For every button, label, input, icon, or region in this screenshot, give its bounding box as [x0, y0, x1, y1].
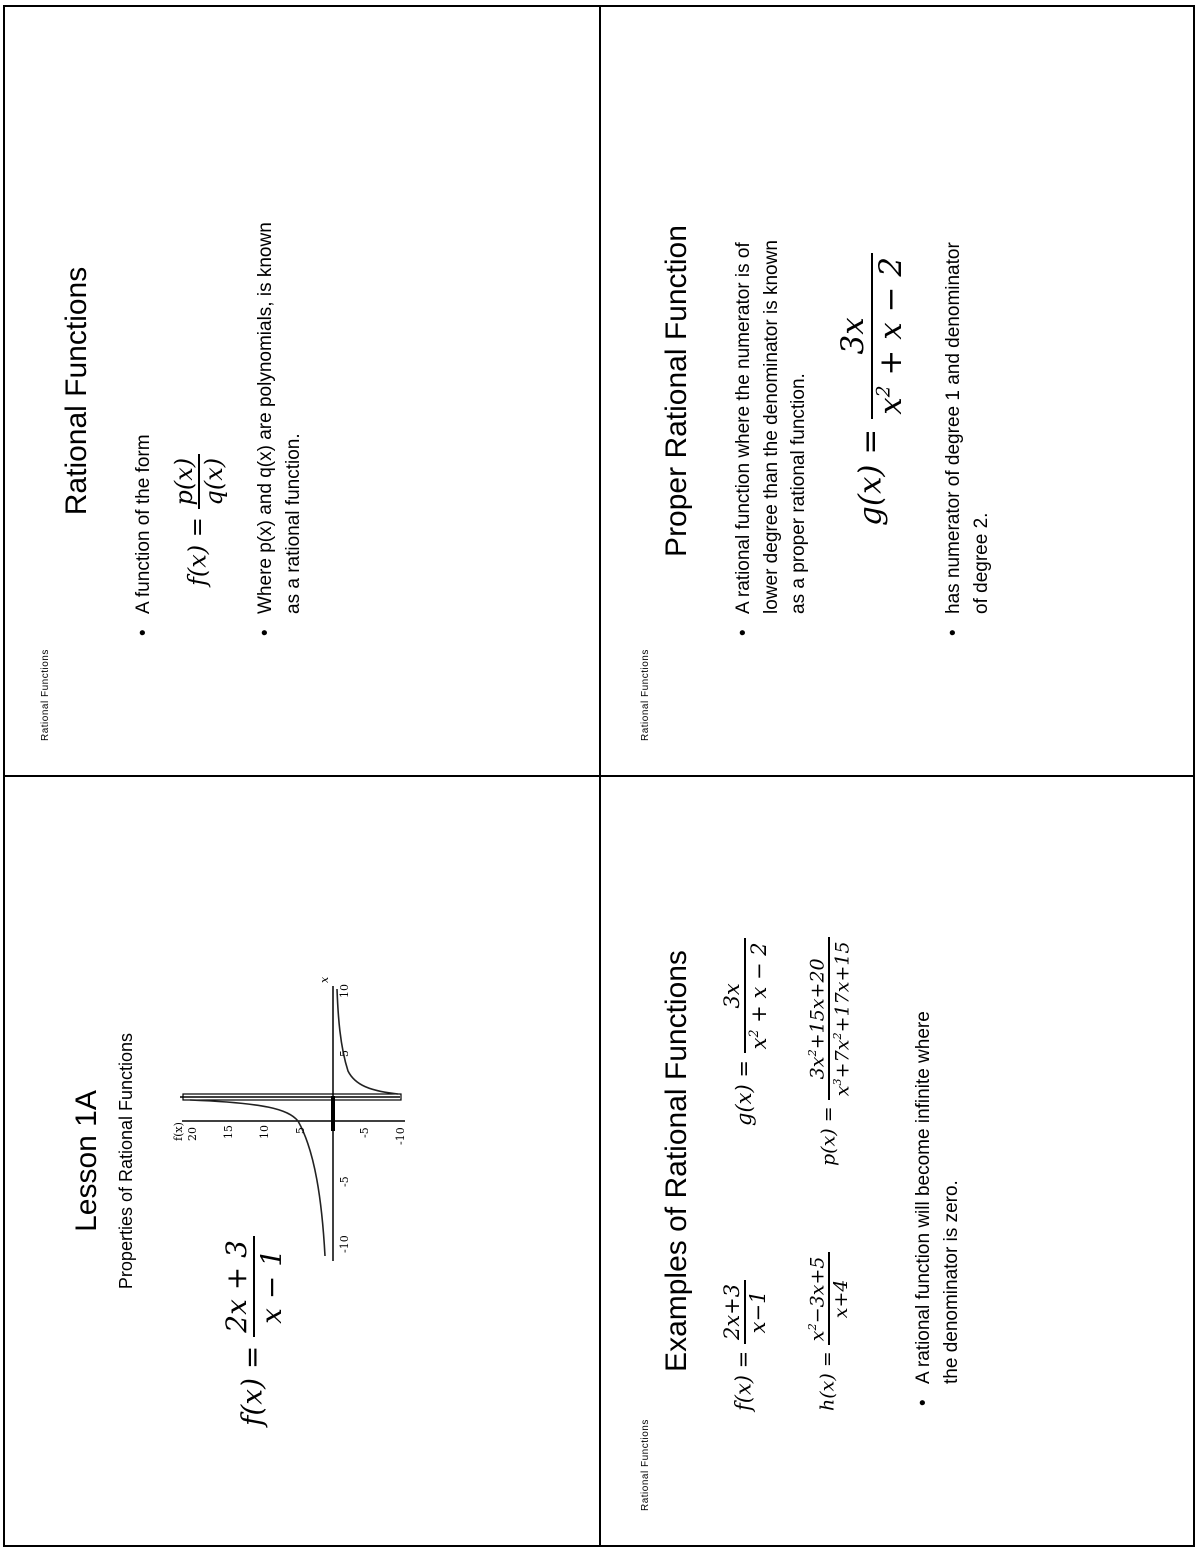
equation-fraction: [720, 1280, 770, 1344]
equation-denominator: x+4: [830, 1279, 853, 1319]
example-h: [805, 1253, 852, 1412]
slide-subtitle: Properties of Rational Functions: [116, 1032, 136, 1290]
function-equation: [835, 253, 909, 526]
slide-proper-rational: [620, 31, 1180, 751]
x-axis-label: x: [318, 976, 331, 983]
bullet-item: [940, 242, 995, 636]
bullet-text: A function of the form: [133, 434, 154, 614]
slide-title: Lesson 1A: [70, 1090, 103, 1232]
den-part: x: [873, 397, 909, 415]
y-tick-label: 20: [186, 1127, 199, 1141]
num-part: x: [806, 1330, 829, 1342]
bullet-text: as a rational function.: [282, 433, 304, 614]
equation-denominator: x − 1: [255, 1248, 288, 1324]
den-part: + x − 2: [873, 256, 909, 376]
equation-numerator: 2x + 3: [220, 1236, 255, 1337]
bullet-list: [730, 240, 813, 636]
equation-lhs: f(x) =: [183, 517, 212, 586]
slide-lesson-1a: [20, 801, 580, 1521]
num-part: 3x: [806, 1056, 829, 1080]
x-tick-label: -5: [338, 1176, 351, 1187]
slide-header: Rational Functions: [640, 1419, 651, 1511]
example-f: [720, 1280, 770, 1411]
bullet-text: as a proper rational function.: [788, 373, 810, 614]
x-tick-label: -10: [338, 1235, 351, 1253]
function-graph: [170, 971, 420, 1271]
equation-numerator: 3x: [835, 253, 873, 419]
den-part: +17x+15: [831, 941, 854, 1033]
y-tick-label: 5: [294, 1127, 307, 1134]
equation-denominator: $x^3+7x^2+17x+15$: [830, 941, 854, 1097]
equation-fraction: [720, 938, 771, 1053]
den-part: x: [747, 1037, 771, 1050]
equation-lhs: f(x) =: [731, 1350, 756, 1411]
den-part: + x − 2: [747, 942, 771, 1023]
num-part: −3x+5: [806, 1256, 829, 1324]
equation-lhs: g(x) =: [852, 428, 889, 526]
slide-rational-functions: [20, 31, 580, 751]
equation-numerator: 2x+3: [720, 1280, 746, 1344]
bullet-text: lower degree than the denominator is known: [760, 240, 782, 614]
equation-fraction: [835, 253, 909, 419]
slide-header: Rational Functions: [40, 649, 51, 741]
slide-title: Examples of Rational Functions: [660, 950, 693, 1372]
y-tick-label: -5: [358, 1127, 371, 1138]
equation-denominator: x−1: [746, 1290, 770, 1334]
num-part: +15x+20: [806, 958, 829, 1050]
bullet-list: [252, 222, 307, 636]
bullet-item: [130, 434, 158, 636]
y-tick-label: -10: [394, 1127, 407, 1145]
den-part: x: [831, 1085, 854, 1097]
den-part: +7x: [831, 1039, 854, 1079]
equation-numerator: $3x^2+15x+20$: [805, 937, 830, 1100]
bullet-text: of degree 2.: [970, 512, 992, 614]
equation-lhs: g(x) =: [732, 1060, 756, 1126]
bullet-list: [130, 434, 158, 636]
bullet-item: [730, 240, 813, 636]
equation-fraction: [170, 454, 228, 510]
equation-lhs: p(x) =: [817, 1106, 840, 1166]
bullet-text: A rational function will become infinite where: [913, 1011, 934, 1384]
equation-lhs: f(x) =: [235, 1345, 269, 1426]
left-branch-curve: [190, 1100, 325, 1256]
bullet-text: Where p(x) and q(x) are polynomials, is known: [255, 222, 276, 614]
function-equation: [170, 454, 228, 586]
horizontal-divider: [3, 775, 1195, 777]
bullet-text: A rational function where the numerator is of: [733, 242, 754, 614]
example-p: [805, 937, 854, 1166]
equation-denominator: $x^2 + x - 2$: [746, 942, 771, 1050]
equation-numerator: $x^2-3x+5$: [805, 1253, 830, 1346]
slide-title: Rational Functions: [60, 266, 93, 516]
slide-title: Proper Rational Function: [660, 225, 693, 557]
bullet-text: has numerator of degree 1 and denominator: [943, 242, 964, 614]
equation-fraction: [805, 1253, 852, 1346]
equation-denominator: q(x): [200, 457, 228, 506]
bullet-item: [252, 222, 307, 636]
equation-numerator: p(x): [170, 454, 200, 510]
equation-lhs: h(x) =: [816, 1351, 839, 1411]
example-g: [720, 938, 771, 1126]
x-tick-label: 5: [338, 1050, 351, 1057]
slide-examples: [620, 801, 1180, 1521]
right-branch-curve: [337, 989, 398, 1094]
bullet-text: the denominator is zero.: [940, 1180, 962, 1384]
y-axis-label: f(x): [172, 1122, 185, 1141]
equation-numerator: 3x: [720, 938, 746, 1053]
equation-fraction: [805, 937, 854, 1100]
x-tick-label: 10: [338, 984, 351, 998]
equation-denominator: $x^2 + x - 2$: [873, 256, 909, 415]
slide-header: Rational Functions: [640, 649, 651, 741]
bullet-item: [910, 1011, 965, 1406]
y-tick-label: 15: [222, 1125, 235, 1139]
bullet-list: [910, 1011, 965, 1406]
y-tick-label: 10: [258, 1125, 271, 1139]
bullet-list: [940, 242, 995, 636]
